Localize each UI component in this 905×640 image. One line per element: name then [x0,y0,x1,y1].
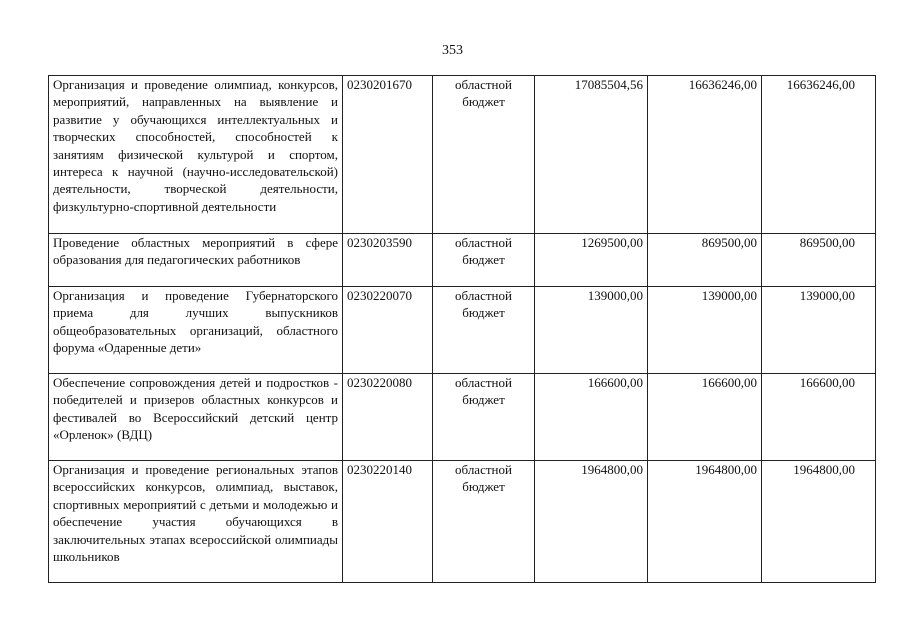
row-value-2: 139000,00 [648,287,762,374]
budget-table [48,75,876,583]
row-value-3: 16636246,00 [762,76,876,234]
row-value-2: 16636246,00 [648,76,762,234]
row-description: Обеспечение сопровождения детей и подростков - победителей и призеров областных конкурсов и фестивалей во Всероссийский детский центр «Орленок» (ВДЦ) [49,374,343,461]
row-description: Проведение областных мероприятий в сфере образования для педагогических работников [49,234,343,287]
row-value-1: 139000,00 [535,287,648,374]
row-code: 0230220070 [343,287,433,374]
row-funding-source: областной бюджет [433,461,535,583]
table-row [49,461,876,583]
row-value-1: 1269500,00 [535,234,648,287]
table-row [49,234,876,287]
row-value-1: 1964800,00 [535,461,648,583]
row-funding-source: областной бюджет [433,374,535,461]
row-description: Организация и проведение региональных этапов всероссийских конкурсов, олимпиад, выставок, спортивных мероприятий с детьми и молодежью и обеспечение участия обучающихся в заключительных этапах всероссийской олимпиады школьников [49,461,343,583]
row-value-3: 869500,00 [762,234,876,287]
row-value-2: 1964800,00 [648,461,762,583]
page-number: 353 [442,43,463,58]
row-code: 0230220080 [343,374,433,461]
table-row [49,287,876,374]
row-funding-source: областной бюджет [433,76,535,234]
row-code: 0230201670 [343,76,433,234]
row-value-3: 166600,00 [762,374,876,461]
row-description: Организация и проведение Губернаторского приема для лучших выпускников общеобразовательных организаций, областного форума «Одаренные дети» [49,287,343,374]
row-funding-source: областной бюджет [433,287,535,374]
row-value-3: 139000,00 [762,287,876,374]
row-description: Организация и проведение олимпиад, конкурсов, мероприятий, направленных на выявление и развитие у обучающихся интеллектуальных и творческих способностей, способностей к занятиям физической культурой и спортом, интереса к научной (научно-исследовательской) деятельности, творческой деятельности, физкультурно-спортивной деятельности [49,76,343,234]
row-code: 0230220140 [343,461,433,583]
row-value-3: 1964800,00 [762,461,876,583]
row-value-1: 17085504,56 [535,76,648,234]
row-value-2: 869500,00 [648,234,762,287]
row-funding-source: областной бюджет [433,234,535,287]
row-code: 0230203590 [343,234,433,287]
row-value-2: 166600,00 [648,374,762,461]
row-value-1: 166600,00 [535,374,648,461]
table-row [49,76,876,234]
table-row [49,374,876,461]
